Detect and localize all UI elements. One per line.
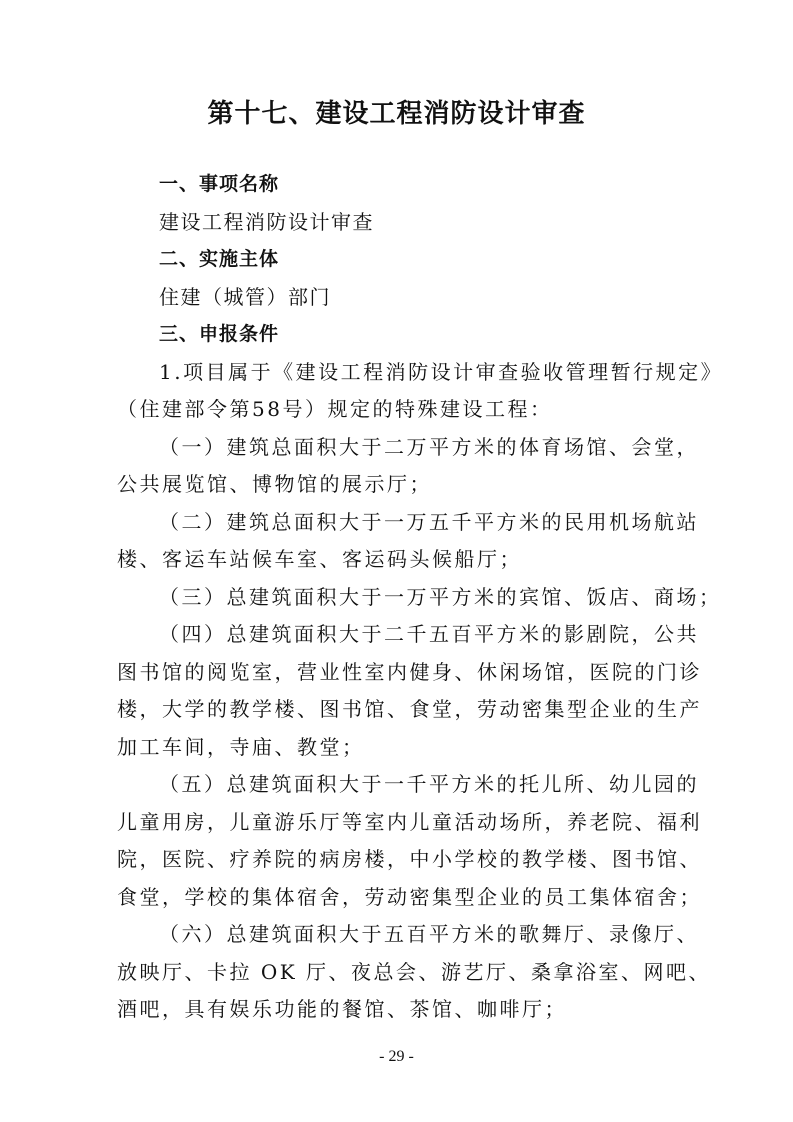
page-number: - 29 - — [379, 1048, 414, 1065]
paragraph-line: （住建部令第58号）规定的特殊建设工程： — [117, 397, 553, 421]
paragraph-line: 院，医院、疗养院的病房楼，中小学校的教学楼、图书馆、 — [117, 847, 702, 871]
paragraph-line: （五）总建筑面积大于一千平方米的托儿所、幼儿园的 — [159, 772, 699, 796]
condition-paragraph-4 — [117, 579, 722, 617]
paragraph-line: 公共展览馆、博物馆的展示厅； — [117, 472, 432, 496]
condition-paragraph-6 — [117, 766, 702, 916]
page-title: 第十七、建设工程消防设计审查 — [207, 99, 586, 129]
item-name-text: 建设工程消防设计审查 — [159, 209, 374, 234]
condition-paragraph-5 — [117, 616, 702, 766]
paragraph-line: 食堂，学校的集体宿舍，劳动密集型企业的员工集体宿舍； — [117, 884, 702, 909]
paragraph-line: 放映厅、卡拉 OK 厅、夜总会、游艺厅、桑拿浴室、网吧、 — [117, 959, 712, 984]
paragraph-line: 图书馆的阅览室，营业性室内健身、休闲场馆，医院的门诊 — [117, 659, 702, 684]
paragraph-line: 酒吧，具有娱乐功能的餐馆、茶馆、咖啡厅； — [117, 997, 567, 1021]
paragraph-line: 加工车间，寺庙、教堂； — [117, 734, 365, 759]
paragraph-line: 楼，大学的教学楼、图书馆、食堂，劳动密集型企业的生产 — [117, 697, 702, 721]
paragraph-line: （三）总建筑面积大于一万平方米的宾馆、饭店、商场； — [159, 584, 722, 609]
paragraph-line: 儿童用房，儿童游乐厅等室内儿童活动场所，养老院、福利 — [117, 809, 702, 834]
section-heading-item-name: 一、事项名称 — [159, 173, 280, 195]
paragraph-line: （二）建筑总面积大于一万五千平方米的民用机场航站 — [159, 509, 699, 534]
condition-paragraph-7 — [117, 916, 712, 1029]
paragraph-line: （六）总建筑面积大于五百平方米的歌舞厅、录像厅、 — [159, 922, 699, 946]
paragraph-line: 楼、客运车站候车室、客运码头候船厅； — [117, 547, 522, 571]
condition-paragraph-2 — [117, 429, 699, 504]
section-heading-implementer: 二、实施主体 — [159, 248, 280, 270]
condition-paragraph-1 — [117, 354, 724, 429]
section-heading-conditions: 三、申报条件 — [159, 323, 280, 345]
document-body — [117, 166, 724, 1029]
condition-paragraph-3 — [117, 504, 699, 579]
paragraph-line: 1.项目属于《建设工程消防设计审查验收管理暂行规定》 — [159, 359, 724, 384]
implementer-text: 住建（城管）部门 — [159, 284, 331, 309]
paragraph-line: （四）总建筑面积大于二千五百平方米的影剧院，公共 — [159, 622, 699, 646]
paragraph-line: （一）建筑总面积大于二万平方米的体育场馆、会堂， — [159, 434, 699, 459]
